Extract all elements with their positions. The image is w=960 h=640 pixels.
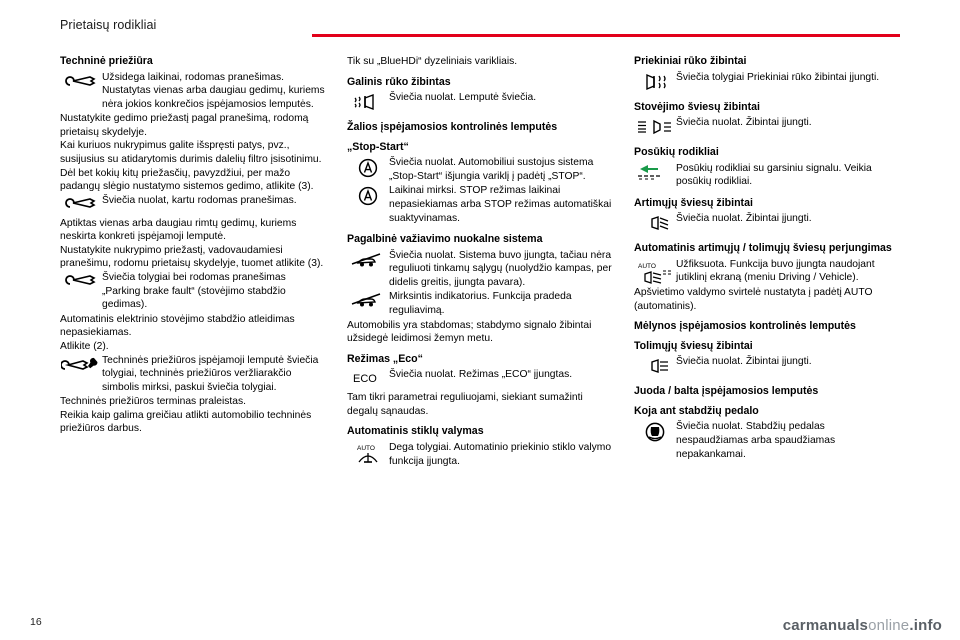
paragraph: Tam tikri parametrai reguliuojami, siekiant sumažinti degalų sąnaudas. [347, 392, 583, 417]
paragraph: Kai kuriuos nukrypimus galite išspręsti patys, pvz., susijusius su atidarytomis durimis dalelių filtro įsisotinimu. [60, 140, 322, 166]
heading-parking-lamps: Stovėjimo šviesų žibintai [634, 100, 760, 113]
list-item [634, 258, 899, 285]
list-item [634, 71, 899, 93]
list-item-text: Mirksintis indikatorius. Funkcija pradeda reguliavimą. [389, 291, 572, 316]
paragraph: Aptiktas vienas arba daugiau rimtų gedimų, kuriems neskirta konkreti įspėjamoji lemputė. [60, 217, 297, 243]
page-header [60, 18, 960, 44]
hill-descent-icon [347, 249, 389, 271]
paragraph: Automatinis elektrinio stovėjimo stabdžio atleidimas nepasiekiamas. [60, 313, 295, 339]
parking-lamp-icon [634, 116, 676, 138]
list-item-text: Laikinai mirksi. STOP režimas laikinai nepasiekiamas arba STOP režimas automatiškai suaktyvinamas. [389, 185, 612, 224]
list-item [634, 355, 899, 377]
heading-foot-on-brake: Koja ant stabdžių pedalo [634, 404, 759, 417]
spanner-icon [60, 194, 102, 216]
paragraph: Reikia kaip galima greičiau atlikti automobilio techninės priežiūros darbus. [60, 409, 312, 435]
paragraph: Nustatykite nukrypimo priežastį, vadovaudamiesi pranešimu, rodomu prietaisų skydelyje, tuomet atlikite (3). [60, 244, 324, 270]
list-item-text: Posūkių rodikliai su garsiniu signalu. Veikia posūkių rodikliai. [676, 162, 872, 188]
main-beam-icon [634, 355, 676, 377]
list-item-text: Šviečia nuolat. Sistema buvo įjungta, tačiau nėra reguliuoti tinkamų sąlygų (nuolydžio kampas, per didelis greitis, įjungta pavara). [389, 249, 612, 288]
column-2 [347, 55, 612, 469]
list-item [634, 162, 899, 189]
list-item-text: Šviečia nuolat. Lemputė šviečia. [389, 92, 537, 104]
turn-indicator-icon [634, 162, 676, 184]
spanner-icon [60, 271, 102, 293]
list-item-text: Užfiksuota. Funkcija buvo įjungta naudojant jutiklinį ekraną (meniu Driving / Vehicle). [676, 258, 875, 284]
list-item [347, 290, 612, 317]
list-item-text: Šviečia tolygiai bei rodomas pranešimas „Parking brake fault“ (stovėjimo stabdžio gedimas). [102, 272, 286, 311]
paragraph: Techninės priežiūros terminas praleistas. [60, 396, 246, 408]
heading-blue-indicators: Mėlynos įspėjamosios kontrolinės lemputės [634, 320, 856, 333]
heading-rear-fog-lamp: Galinis rūko žibintas [347, 75, 451, 88]
header-title: Prietaisų rodikliai [60, 18, 157, 32]
list-item-text: Šviečia nuolat. Žibintai įjungti. [676, 117, 812, 129]
stop-start-icon [347, 184, 389, 206]
watermark-part-3: .info [909, 617, 942, 634]
spanner-wrench-icon [60, 354, 102, 376]
paragraph: Apšvietimo valdymo svirtelė nustatyta į padėtį AUTO (automatinis). [634, 287, 873, 312]
eco-icon [347, 368, 389, 390]
list-item [347, 156, 612, 183]
content-columns [60, 55, 900, 469]
watermark [783, 617, 942, 634]
list-item-text: Šviečia nuolat. Žibintai įjungti. [676, 213, 812, 225]
list-item [60, 194, 325, 216]
paragraph: Nustatykite gedimo priežastį pagal pranešimą, rodomą prietaisų skydelyje. [60, 113, 309, 138]
list-item [60, 71, 325, 112]
list-item-text: Šviečia tolygiai Priekiniai rūko žibintai įjungti. [676, 71, 880, 83]
heading-auto-wipe: Automatinis stiklų valymas [347, 425, 484, 438]
list-item [634, 212, 899, 234]
list-item [60, 354, 325, 395]
list-item-text: Užsidega laikinai, rodomas pranešimas. Nustatytas vienas arba daugiau gedimų, kuriems nėra jokios konkrečios įspėjamosios lemputės. [102, 71, 325, 110]
page-footer [0, 606, 960, 640]
list-item [347, 368, 612, 390]
auto-headlamp-icon [634, 258, 676, 280]
paragraph: Tik su „BlueHDi“ dyzeliniais varikliais. [347, 56, 518, 67]
stop-start-icon [347, 156, 389, 178]
heading-hill-descent: Pagalbinė važiavimo nuokalne sistema [347, 233, 543, 246]
list-item-text: Techninės priežiūros įspėjamoji lemputė šviečia tolygiai, techninės priežiūros veržliarakčio simbolis mirksi, paskui šviečia tolygiai. [102, 354, 319, 393]
list-item [634, 420, 899, 461]
heading-maintenance: Techninė priežiūra [60, 55, 153, 67]
watermark-part-1: carmanuals [782, 617, 869, 634]
heading-eco-mode: Režimas „Eco“ [347, 352, 423, 365]
header-accent-rule [312, 34, 900, 37]
list-item-text: Šviečia nuolat. Stabdžių pedalas nespaudžiamas arba spaudžiamas nepakankamai. [676, 421, 836, 460]
heading-green-indicators: Žalios įspėjamosios kontrolinės lemputės [347, 121, 558, 134]
spanner-icon [60, 71, 102, 93]
heading-dipped-beam: Artimųjų šviesų žibintai [634, 196, 753, 209]
list-item-text: Dega tolygiai. Automatinio priekinio stiklo valymo funkcija įjungta. [389, 441, 612, 467]
list-item [347, 184, 612, 225]
paragraph: Automobilis yra stabdomas; stabdymo signalo žibintai užsidegė leidimosi žemyn metu. [347, 319, 592, 345]
column-3 [634, 55, 899, 469]
list-item-text: Šviečia nuolat. Režimas „ECO“ įjungtas. [389, 369, 573, 381]
list-item-text: Šviečia nuolat, kartu rodomas pranešimas. [102, 194, 297, 206]
rear-fog-lamp-icon [347, 91, 389, 113]
heading-main-beam: Tolimųjų šviesų žibintai [634, 339, 753, 352]
heading-front-fog-lamps: Priekiniai rūko žibintai [634, 55, 747, 67]
heading-auto-beam-switch: Automatinis artimųjų / tolimųjų šviesų perjungimas [634, 242, 892, 255]
auto-wiper-icon [347, 441, 389, 463]
list-item [347, 441, 612, 468]
page-number: 16 [30, 616, 42, 628]
paragraph: Atlikite (2). [60, 340, 109, 352]
svg-text:ECO: ECO [353, 373, 377, 386]
list-item [634, 116, 899, 138]
list-item [347, 91, 612, 113]
heading-turn-indicators: Posūkių rodikliai [634, 146, 719, 159]
list-item-text: Šviečia nuolat. Automobiliui sustojus sistema „Stop-Start“ išjungia variklį į padėtį „STOP“. [389, 157, 594, 182]
heading-black-white-indicators: Juoda / balta įspėjamosios lemputės [634, 385, 819, 398]
list-item [60, 271, 325, 312]
list-item [347, 249, 612, 290]
front-fog-lamp-icon [634, 71, 676, 93]
brake-pedal-icon [634, 420, 676, 442]
column-1 [60, 55, 325, 469]
svg-text:AUTO: AUTO [638, 262, 656, 270]
svg-text:AUTO: AUTO [357, 444, 375, 452]
list-item-text: Šviečia nuolat. Žibintai įjungti. [676, 356, 812, 368]
hill-descent-icon [347, 290, 389, 312]
watermark-part-2: online [868, 617, 910, 634]
heading-stop-start: „Stop-Start“ [347, 140, 409, 153]
paragraph: Dėl bet kokių kitų priežasčių, pavyzdžiui, per mažo padangų slėgio nustatymo sistemos gedimo, atlikite (3). [60, 167, 314, 193]
dipped-beam-icon [634, 212, 676, 234]
